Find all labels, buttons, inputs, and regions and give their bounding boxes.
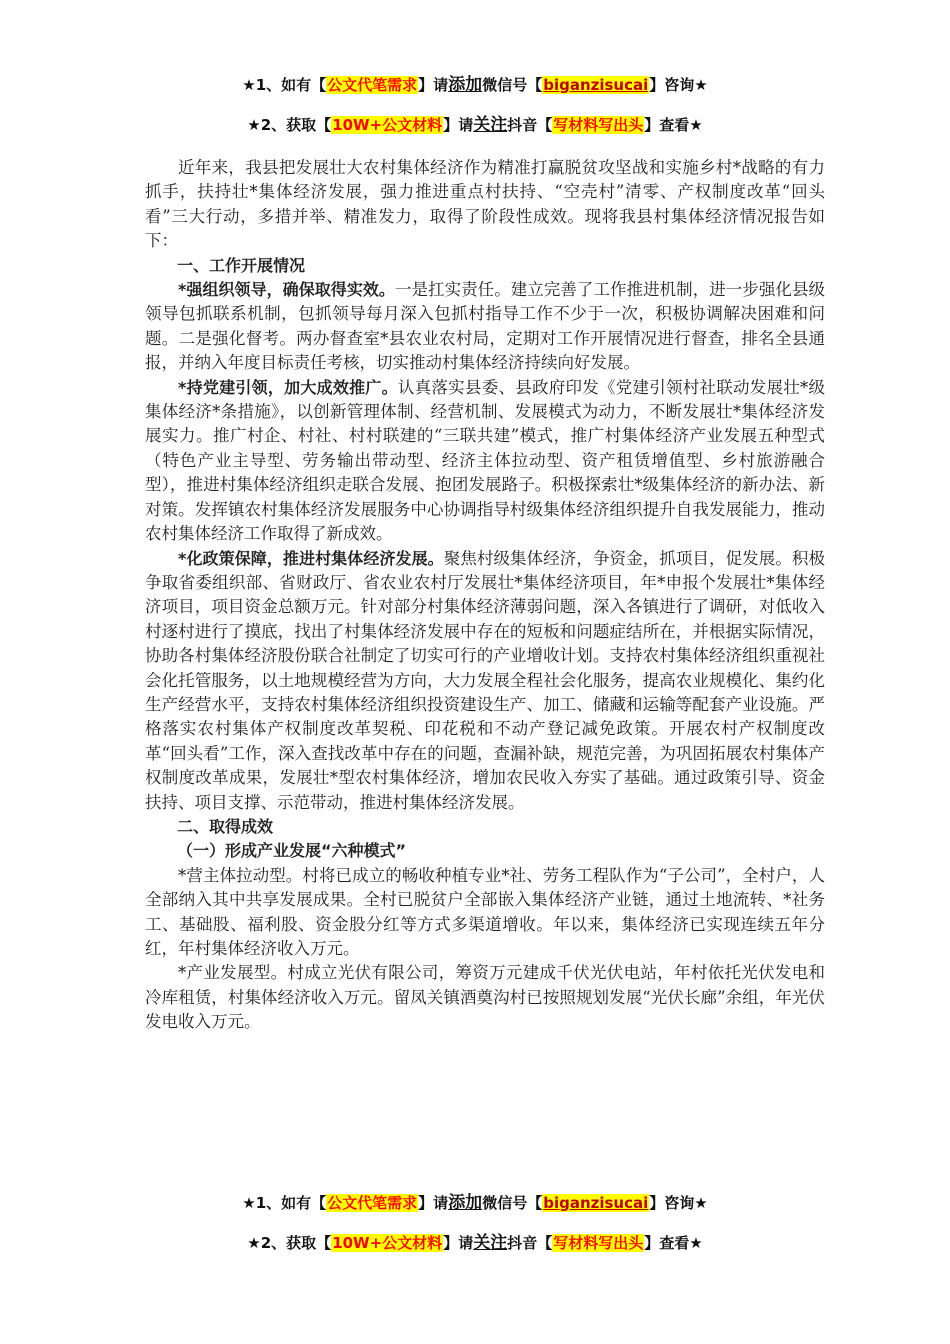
bottom-banner-line-1 bbox=[0, 1188, 950, 1213]
highlight-douyin-account: 写材料写出头 bbox=[553, 1234, 644, 1252]
paragraph-policy bbox=[145, 547, 825, 815]
banner-emphasis: 关注 bbox=[473, 1233, 508, 1253]
banner-text: 微信号【 bbox=[482, 76, 543, 94]
document-body bbox=[145, 156, 825, 1035]
paragraph-lead: *强组织领导，确保取得实效。 bbox=[178, 280, 395, 300]
bottom-banner-line-2 bbox=[0, 1228, 950, 1253]
banner-text: 】咨询★ bbox=[649, 1194, 708, 1212]
paragraph-text: 一是扛实责任。建立完善了工作推进机制，进一步强化县级领导包抓联系机制，包抓领导每月深入包抓村指导工作不少于一次，积极协调解决困难和问题。二是强化督考。两办督查室*县农业农村局，定期对工作开展情况进行督查，排名全县通报，并纳入年度目标责任考核，切实推动村集体经济持续向好发展。 bbox=[145, 280, 825, 373]
subsection-heading-1: （一）形成产业发展“六种模式” bbox=[177, 841, 407, 861]
paragraph-party-building bbox=[145, 376, 825, 547]
paragraph-organization bbox=[145, 278, 825, 376]
highlight-ghostwriting: 公文代笔需求 bbox=[327, 76, 418, 94]
banner-text: 微信号【 bbox=[482, 1194, 543, 1212]
paragraph-lead: *化政策保障，推进村集体经济发展。 bbox=[178, 548, 444, 568]
section-heading-2: 二、取得成效 bbox=[177, 816, 274, 836]
banner-text: ★1、如有【 bbox=[242, 1194, 327, 1212]
banner-text: 】请 bbox=[443, 1234, 474, 1252]
wechat-id-link[interactable]: biganzisucai bbox=[543, 1194, 649, 1212]
banner-emphasis: 关注 bbox=[473, 115, 508, 135]
banner-text: ★2、获取【 bbox=[247, 116, 332, 134]
banner-text: 抖音【 bbox=[507, 116, 553, 134]
banner-text: 抖音【 bbox=[507, 1234, 553, 1252]
paragraph-text: 聚焦村级集体经济，争资金，抓项目，促发展。积极争取省委组织部、省财政厅、省农业农村厅发展壮*集体经济项目，年*申报个发展壮*集体经济项目，项目资金总额万元。针对部分村集体经济薄弱问题，深入各镇进行了调研，对低收入村逐村进行了摸底，找出了村集体经济发展中存在的短板和问题症结所在，并根据实际情况，协助各村集体经济股份联合社制定了切实可行的产业增收计划。支持农村集体经济组织重视社会化托管服务，以土地规模经营为方向，大力发展全程社会化服务，提高农业规模化、集约化生产经营水平，支持农村集体经济组织投资建设生产、加工、储藏和运输等配套产业设施。严格落实农村集体产权制度改革契税、印花税和不动产登记减免政策。开展农村产权制度改革“回头看”工作，深入查找改革中存在的问题，查漏补缺，规范完善，为巩固拓展农村集体产权制度改革成果，发展壮*型农村集体经济，增加农民收入夯实了基础。通过政策引导、资金扶持、项目支撑、示范带动，推进村集体经济发展。 bbox=[145, 548, 825, 812]
top-banner-line-2 bbox=[0, 110, 950, 135]
banner-emphasis: 添加 bbox=[448, 1193, 483, 1213]
section-heading-1: 一、工作开展情况 bbox=[177, 255, 306, 275]
banner-text: 】请 bbox=[443, 116, 474, 134]
top-banner-line-1 bbox=[0, 70, 950, 95]
banner-text: 】查看★ bbox=[644, 116, 703, 134]
wechat-id-link[interactable]: biganzisucai bbox=[543, 76, 649, 94]
highlight-materials: 10W+公文材料 bbox=[332, 1234, 443, 1252]
paragraph-operator-driven: *营主体拉动型。村将已成立的畅收种植专业*社、劳务工程队作为“子公司”，全村户，人全部纳入其中共享发展成果。全村已脱贫户全部嵌入集体经济产业链，通过土地流转、*社务工、基础股、福利股、资金股分红等方式多渠道增收。年以来，集体经济已实现连续五年分红，年村集体经济收入万元。 bbox=[145, 865, 825, 958]
intro-paragraph: 近年来，我县把发展壮大农村集体经济作为精准打赢脱贫攻坚战和实施乡村*战略的有力抓手，扶持壮*集体经济发展，强力推进重点村扶持、“空壳村”清零、产权制度改革“回头看”三大行动，多措并举、精准发力，取得了阶段性成效。现将我县村集体经济情况报告如下： bbox=[145, 158, 825, 251]
paragraph-text: 认真落实县委、县政府印发《党建引领村社联动发展壮*级集体经济*条措施》，以创新管理体制、经营机制、发展模式为动力，不断发展壮*集体经济发展实力。推广村企、村社、村村联建的“三联共建”模式，推广村集体经济产业发展五种型式（特色产业主导型、劳务输出带动型、经济主体拉动型、资产租赁增值型、乡村旅游融合型），推进村集体经济组织走联合发展、抱团发展路子。积极探索壮*级集体经济的新办法、新对策。发挥镇农村集体经济发展服务中心协调指导村级集体经济组织提升自我发展能力，推动农村集体经济工作取得了新成效。 bbox=[145, 377, 826, 544]
banner-text: ★2、获取【 bbox=[247, 1234, 332, 1252]
banner-text: 】请 bbox=[418, 76, 449, 94]
banner-text: 】请 bbox=[418, 1194, 449, 1212]
banner-text: ★1、如有【 bbox=[242, 76, 327, 94]
paragraph-industry-development: *产业发展型。村成立光伏有限公司，筹资万元建成千伏光伏电站，年村依托光伏发电和冷库租赁，村集体经济收入万元。留凤关镇酒奠沟村已按照规划发展“光伏长廊”余组，年光伏发电收入万元。 bbox=[145, 963, 825, 1032]
highlight-materials: 10W+公文材料 bbox=[332, 116, 443, 134]
paragraph-lead: *持党建引领，加大成效推广。 bbox=[178, 377, 398, 397]
banner-emphasis: 添加 bbox=[448, 75, 483, 95]
highlight-douyin-account: 写材料写出头 bbox=[553, 116, 644, 134]
highlight-ghostwriting: 公文代笔需求 bbox=[327, 1194, 418, 1212]
banner-text: 】查看★ bbox=[644, 1234, 703, 1252]
banner-text: 】咨询★ bbox=[649, 76, 708, 94]
